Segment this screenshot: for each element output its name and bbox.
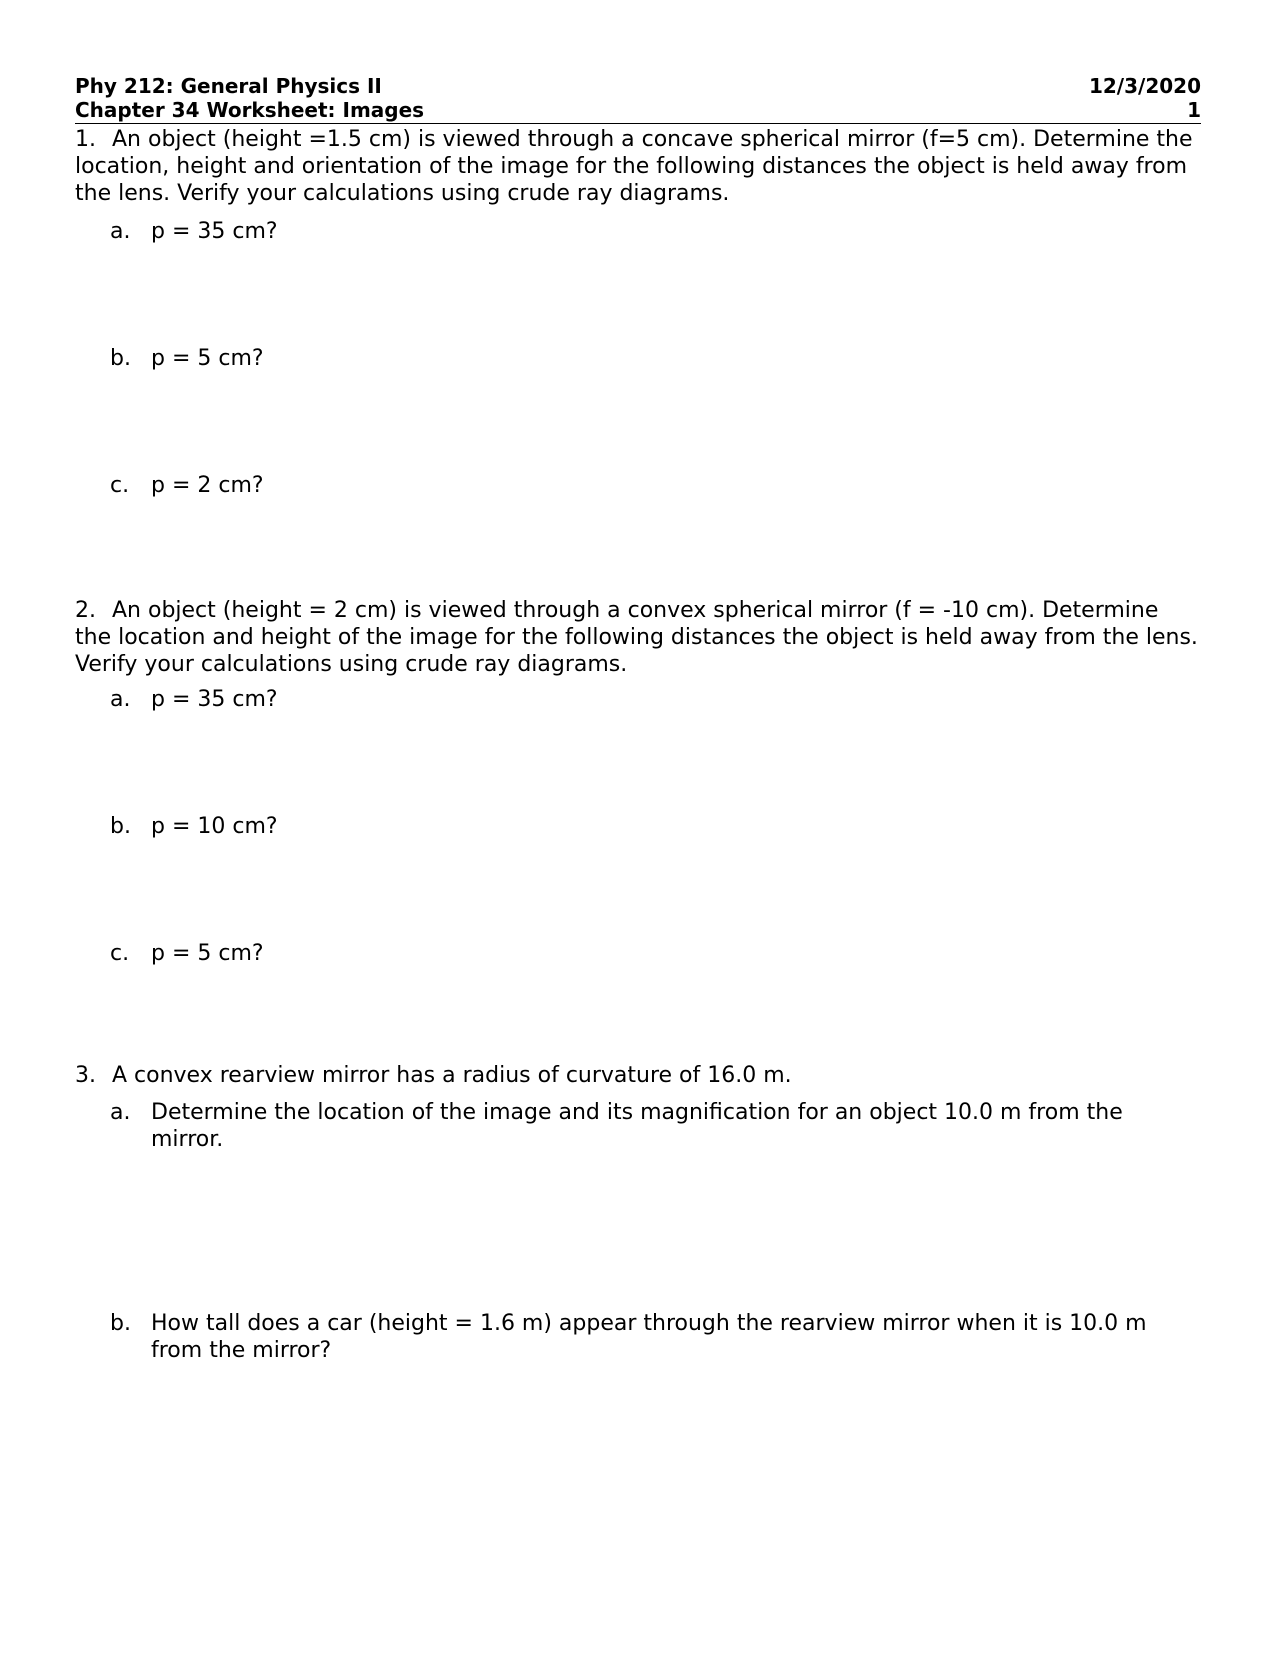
question-2c-text: p = 5 cm? — [151, 941, 264, 966]
question-1b — [75, 345, 1201, 372]
question-2c — [75, 940, 1201, 967]
question-3a — [75, 1099, 1201, 1153]
question-1a-letter: a. — [110, 219, 131, 244]
question-1c-letter: c. — [110, 473, 130, 498]
question-1-text: An object (height =1.5 cm) is viewed through a concave spherical mirror (f=5 cm). Determine the location, height and orientation of the image for the following distances the object is held away from the lens. Verify your calculations using crude ray diagrams. — [75, 127, 1193, 206]
question-1a-text: p = 35 cm? — [151, 219, 278, 244]
course-title: Phy 212: General Physics II — [75, 74, 382, 98]
question-2c-letter: c. — [110, 941, 130, 966]
question-2 — [75, 597, 1201, 678]
question-2b — [75, 813, 1201, 840]
question-1a — [75, 218, 1201, 245]
question-2a-letter: a. — [110, 687, 131, 712]
question-2b-letter: b. — [110, 814, 131, 839]
question-2a-text: p = 35 cm? — [151, 687, 278, 712]
question-3a-text: Determine the location of the image and its magnification for an object 10.0 m from the mirror. — [151, 1100, 1123, 1152]
question-2-text: An object (height = 2 cm) is viewed through a convex spherical mirror (f = -10 cm). Determine the location and height of the image for the following distances the object is held away from the lens. Verify your calculations using crude ray diagrams. — [75, 598, 1198, 677]
date: 12/3/2020 — [1088, 74, 1201, 98]
worksheet-page — [75, 74, 1201, 1364]
question-3-number: 3. — [75, 1063, 96, 1088]
question-3 — [75, 1062, 1201, 1089]
question-1b-letter: b. — [110, 346, 131, 371]
question-3-text: A convex rearview mirror has a radius of curvature of 16.0 m. — [112, 1063, 792, 1088]
question-1c — [75, 472, 1201, 499]
page-number: 1 — [1187, 98, 1201, 122]
question-3b-text: How tall does a car (height = 1.6 m) appear through the rearview mirror when it is 10.0 m from the mirror? — [151, 1311, 1147, 1363]
question-3b — [75, 1310, 1201, 1364]
question-1c-text: p = 2 cm? — [151, 473, 264, 498]
question-1 — [75, 126, 1201, 207]
question-3a-letter: a. — [110, 1100, 131, 1125]
question-2-number: 2. — [75, 598, 96, 623]
worksheet-title: Chapter 34 Worksheet: Images — [75, 98, 425, 122]
page-header — [75, 74, 1201, 124]
question-3b-letter: b. — [110, 1311, 131, 1336]
question-2b-text: p = 10 cm? — [151, 814, 278, 839]
question-2a — [75, 686, 1201, 713]
question-1b-text: p = 5 cm? — [151, 346, 264, 371]
question-1-number: 1. — [75, 127, 96, 152]
